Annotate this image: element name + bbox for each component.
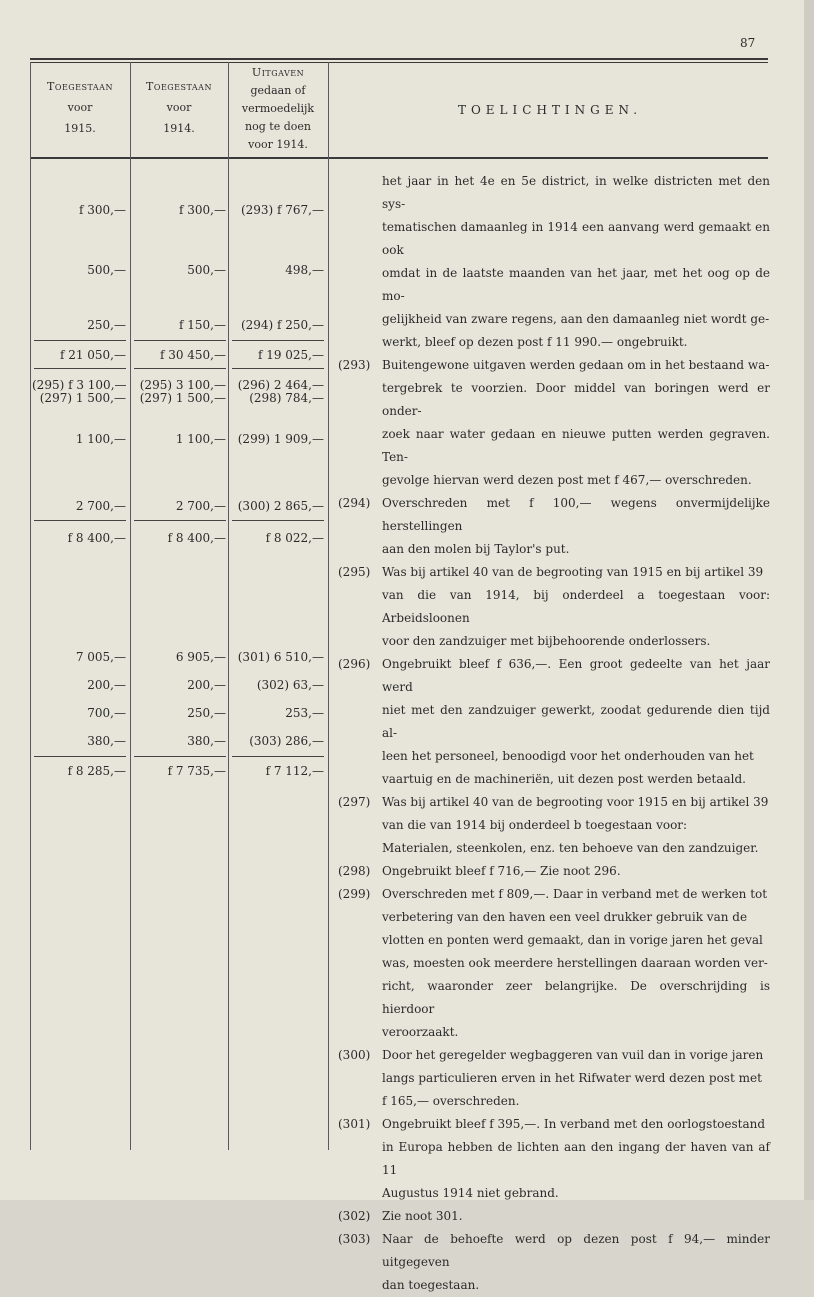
header-col3-line1: Uitgaven: [251, 66, 305, 79]
row-9-col3: f 8 022,—: [265, 531, 324, 545]
row-13-col1: 380,—: [87, 734, 126, 748]
note-continuation: [338, 170, 770, 354]
note-number: (296): [338, 657, 371, 671]
column-line-1: [130, 62, 131, 1150]
row-14-col1: f 8 285,—: [67, 764, 126, 778]
note-298: [338, 860, 770, 883]
note-line: het jaar in het 4e en 5e district, in welke districten met den sys-: [382, 174, 770, 211]
header-col1-line1: Toegestaan: [47, 80, 113, 93]
row-1-col3: (293) f 767,—: [240, 203, 324, 217]
note-number: (294): [338, 496, 371, 510]
note-line: Augustus 1914 niet gebrand.: [382, 1186, 559, 1200]
column-line-2: [228, 62, 229, 1150]
row-9-col2: f 8 400,—: [167, 531, 226, 545]
note-line: Naar de behoefte werd op dezen post f 94,— minder uitgegeven: [382, 1232, 770, 1269]
row-4-col3: f 19 025,—: [257, 348, 324, 362]
note-line: Overschreden met f 809,—. Daar in verband met de werken tot: [382, 887, 768, 901]
header-col1-line3: 1915.: [64, 122, 96, 135]
note-line: Ongebruikt bleef f 395,—. In verband met den oorlogstoestand: [382, 1117, 766, 1131]
note-line: werkt, bleef op dezen post f 11 990.— ongebruikt.: [382, 335, 688, 349]
note-number: (298): [338, 864, 371, 878]
sum-rule: [232, 520, 324, 521]
note-number: (297): [338, 795, 371, 809]
note-line: gelijkheid van zware regens, aan den damaanleg niet wordt ge-: [382, 312, 770, 326]
note-line: langs particulieren erven in het Rifwater werd dezen post met: [382, 1071, 762, 1085]
row-8-col1: 2 700,—: [75, 499, 126, 513]
top-rule: [30, 58, 768, 60]
note-number: (293): [338, 358, 371, 372]
note-300: [338, 1044, 770, 1113]
row-8-col3: (300) 2 865,—: [237, 499, 324, 513]
note-303: [338, 1228, 770, 1297]
note-line: Materialen, steenkolen, enz. ten behoeve van den zandzuiger.: [382, 841, 759, 855]
header-col1-line2: voor: [67, 101, 93, 114]
note-line: tematischen damaanleg in 1914 een aanvang werd gemaakt en ook: [382, 220, 770, 257]
note-line: f 165,— overschreden.: [382, 1094, 520, 1108]
note-line: Ongebruikt bleef f 636,—. Een groot gedeelte van het jaar werd: [382, 657, 770, 694]
note-line: Was bij artikel 40 van de begrooting van 1915 en bij artikel 39: [382, 565, 764, 579]
row-4-col2: f 30 450,—: [159, 348, 226, 362]
note-line: Door het geregelder wegbaggeren van vuil dan in vorige jaren: [382, 1048, 764, 1062]
row-6-col3: (298) 784,—: [249, 391, 324, 405]
row-9-col1: f 8 400,—: [67, 531, 126, 545]
note-line: van die van 1914, bij onderdeel a toegestaan voor: Arbeidsloonen: [382, 588, 770, 625]
row-13-col3: (303) 286,—: [249, 734, 324, 748]
sum-rule: [34, 340, 126, 341]
row-10-col1: 7 005,—: [75, 650, 126, 664]
row-8-col2: 2 700,—: [175, 499, 226, 513]
header-col3-line4: nog te doen: [245, 120, 311, 133]
note-line: zoek naar water gedaan en nieuwe putten werden gegraven. Ten-: [382, 427, 770, 464]
row-12-col1: 700,—: [87, 706, 126, 720]
row-2-col3: 498,—: [285, 263, 324, 277]
note-line: gevolge hiervan werd dezen post met f 467,— overschreden.: [382, 473, 752, 487]
note-line: van die van 1914 bij onderdeel b toegestaan voor:: [382, 818, 688, 832]
note-line: was, moesten ook meerdere herstellingen daaraan worden ver-: [382, 956, 768, 970]
page-edge: [804, 0, 814, 1200]
header-rule: [30, 157, 768, 159]
row-7-col2: 1 100,—: [175, 432, 226, 446]
header-col3-line3: vermoedelijk: [241, 102, 315, 115]
sum-rule: [34, 368, 126, 369]
note-number: (300): [338, 1048, 371, 1062]
column-line-left: [30, 62, 31, 1150]
header-col3: [228, 64, 328, 154]
row-5-col2: (295) 3 100,—: [139, 378, 226, 392]
note-number: (301): [338, 1117, 371, 1131]
row-6-col2: (297) 1 500,—: [139, 391, 226, 405]
note-line: veroorzaakt.: [382, 1025, 459, 1039]
row-6-col1: (297) 1 500,—: [39, 391, 126, 405]
header-col2-line1: Toegestaan: [146, 80, 212, 93]
header-toelichtingen: TOELICHTINGEN.: [457, 103, 643, 117]
sum-rule: [34, 520, 126, 521]
row-3-col3: (294) f 250,—: [240, 318, 324, 332]
header-col2-line2: voor: [166, 101, 192, 114]
note-line: Ongebruikt bleef f 716,— Zie noot 296.: [382, 864, 621, 878]
row-5-col3: (296) 2 464,—: [237, 378, 324, 392]
row-1-col1: f 300,—: [79, 203, 126, 217]
note-293: [338, 354, 770, 492]
note-line: in Europa hebben de lichten aan den ingang der haven van af 11: [382, 1140, 770, 1177]
note-line: leen het personeel, benoodigd voor het onderhouden van het: [382, 749, 754, 763]
note-number: (299): [338, 887, 371, 901]
sum-rule: [134, 368, 226, 369]
note-line: vaartuig en de machineriën, uit dezen post werden betaald.: [382, 772, 746, 786]
sum-rule: [134, 340, 226, 341]
header-col2-line3: 1914.: [163, 122, 195, 135]
header-col3-line5: voor 1914.: [248, 138, 308, 151]
row-3-col2: f 150,—: [179, 318, 226, 332]
note-line: Was bij artikel 40 van de begrooting voor 1915 en bij artikel 39: [382, 795, 769, 809]
note-299: [338, 883, 770, 1044]
row-7-col3: (299) 1 909,—: [237, 432, 324, 446]
sum-rule: [232, 756, 324, 757]
note-line: aan den molen bij Taylor's put.: [382, 542, 570, 556]
row-10-col2: 6 905,—: [175, 650, 226, 664]
note-294: [338, 492, 770, 561]
row-11-col3: (302) 63,—: [256, 678, 324, 692]
row-11-col2: 200,—: [187, 678, 226, 692]
notes-column: [338, 170, 770, 1297]
sum-rule: [134, 756, 226, 757]
note-number: (295): [338, 565, 371, 579]
note-number: [338, 170, 382, 354]
note-line: vlotten en ponten werd gemaakt, dan in vorige jaren het geval: [382, 933, 763, 947]
header-col3-line2: gedaan of: [250, 84, 306, 97]
header-col1: [30, 76, 130, 139]
header-col2: [130, 76, 228, 139]
row-12-col2: 250,—: [187, 706, 226, 720]
page-number: 87: [740, 36, 756, 50]
row-5-col1: (295) f 3 100,—: [32, 378, 127, 392]
note-297: [338, 791, 770, 860]
sum-rule: [232, 340, 324, 341]
note-line: voor den zandzuiger met bijbehoorende onderlossers.: [382, 634, 711, 648]
row-2-col2: 500,—: [187, 263, 226, 277]
row-3-col1: 250,—: [87, 318, 126, 332]
row-10-col3: (301) 6 510,—: [237, 650, 324, 664]
row-14-col3: f 7 112,—: [265, 764, 324, 778]
row-2-col1: 500,—: [87, 263, 126, 277]
note-line: omdat in de laatste maanden van het jaar, met het oog op de mo-: [382, 266, 770, 303]
note-line: dan toegestaan.: [382, 1278, 480, 1292]
row-11-col1: 200,—: [87, 678, 126, 692]
note-line: Buitengewone uitgaven werden gedaan om in het bestaand wa-: [382, 358, 770, 372]
row-13-col2: 380,—: [187, 734, 226, 748]
row-4-col1: f 21 050,—: [59, 348, 126, 362]
note-line: verbetering van den haven een veel drukker gebruik van de: [382, 910, 748, 924]
note-302: [338, 1205, 770, 1228]
row-14-col2: f 7 735,—: [167, 764, 226, 778]
sum-rule: [134, 520, 226, 521]
note-line: richt, waaronder zeer belangrijke. De overschrijding is hierdoor: [382, 979, 770, 1016]
sum-rule: [34, 756, 126, 757]
note-line: Zie noot 301.: [382, 1209, 463, 1223]
column-line-3: [328, 62, 329, 1150]
note-number: (302): [338, 1209, 371, 1223]
note-number: (303): [338, 1232, 371, 1246]
note-line: tergebrek te voorzien. Door middel van boringen werd er onder-: [382, 381, 770, 418]
note-line: Overschreden met f 100,— wegens onvermijdelijke herstellingen: [382, 496, 770, 533]
note-301: [338, 1113, 770, 1205]
sum-rule: [232, 368, 324, 369]
note-line: niet met den zandzuiger gewerkt, zoodat gedurende dien tijd al-: [382, 703, 770, 740]
row-1-col2: f 300,—: [179, 203, 226, 217]
row-12-col3: 253,—: [285, 706, 324, 720]
top-rule-thin: [30, 62, 768, 63]
note-296: [338, 653, 770, 791]
row-7-col1: 1 100,—: [75, 432, 126, 446]
note-295: [338, 561, 770, 653]
